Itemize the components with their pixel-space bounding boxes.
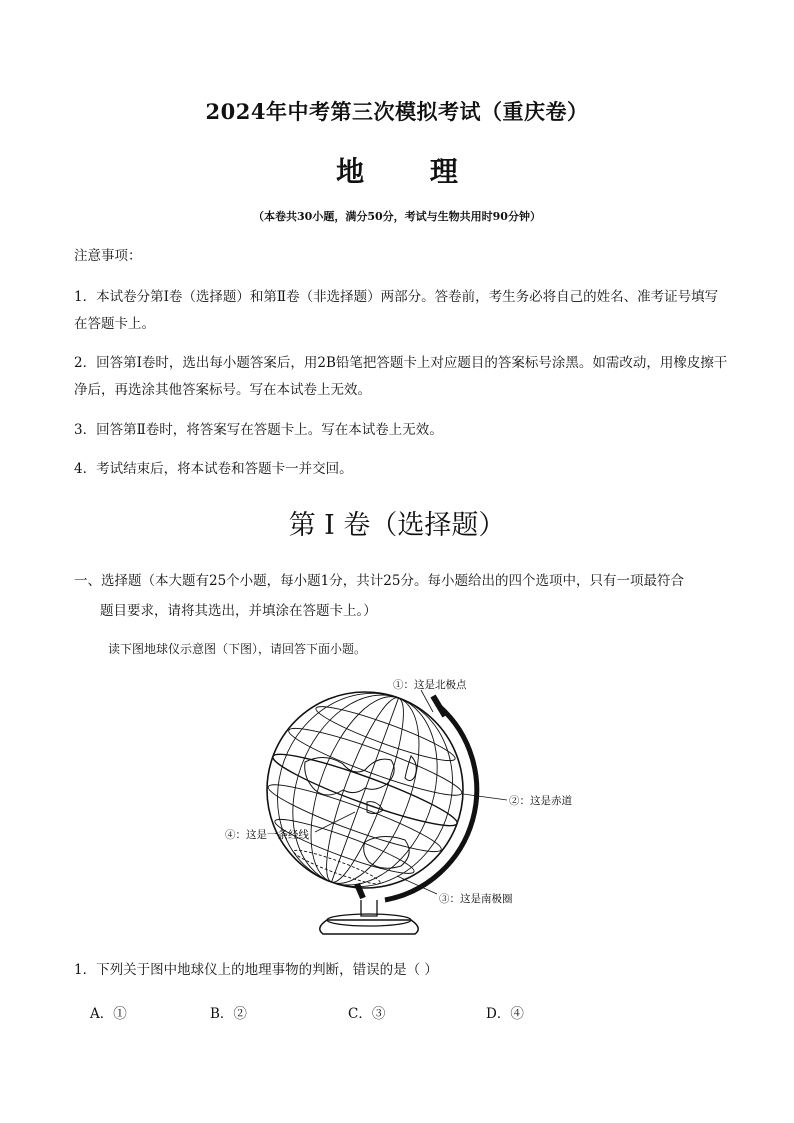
land-japan: [405, 756, 416, 781]
option-c: C．③: [348, 1006, 386, 1022]
subject-title: 地 理: [336, 155, 486, 188]
notice-item: 3．回答第Ⅱ卷时，将答案写在答题卡上。写在本试卷上无效。: [74, 422, 443, 438]
ring-tip-top: [433, 696, 445, 716]
section-intro: [74, 566, 734, 626]
option-a: A．①: [90, 1006, 127, 1022]
meridian-ring: [385, 706, 477, 900]
leader-north-pole: [421, 690, 433, 712]
notice-heading: 注意事项：: [74, 248, 142, 264]
label-antarctic-circle: ③：这是南极圈: [439, 893, 513, 905]
leader-equator: [463, 794, 507, 800]
notice-item: 4．考试结束后，将本试卷和答题卡一并交回。: [74, 461, 353, 477]
option-b: B．②: [210, 1006, 247, 1022]
globe-base: [320, 920, 418, 934]
label-north-pole: ①：这是北极点: [393, 679, 467, 691]
read-prompt: 读下图地球仪示意图（下图），请回答下面小题。: [108, 642, 367, 656]
exam-title: 2024年中考第三次模拟考试（重庆卷）: [205, 99, 589, 124]
globe-meridians: [251, 672, 480, 912]
notice-item: 1．本试卷分第Ⅰ卷（选择题）和第Ⅱ卷（非选择题）两部分。答卷前，考生务必将自己的姓名、准考证号填写在答题卡上。: [74, 289, 719, 332]
exam-note: （本卷共30小题，满分50分，考试与生物共用时90分钟）: [253, 210, 541, 223]
notice-item: 2．回答第Ⅰ卷时，选出每小题答案后，用2B铅笔把答题卡上对应题目的答案标号涂黑。如需改动，用橡皮擦干净后，再选涂其他答案标号。写在本试卷上无效。: [74, 355, 728, 398]
label-meridian: ④：这是一条经线: [225, 829, 309, 841]
section-title: 第 I 卷（选择题）: [288, 510, 506, 541]
section-intro-line1: 一、选择题（本大题有25个小题，每小题1分，共计25分。每小题给出的四个选项中，只有一项最符合: [74, 573, 684, 589]
option-d: D．④: [486, 1006, 524, 1022]
section-intro-line2: 题目要求，请将其选出，并填涂在答题卡上。）: [100, 603, 377, 619]
question-1-stem: 1．下列关于图中地球仪上的地理事物的判断，错误的是（ ）: [74, 962, 438, 978]
label-equator: ②：这是赤道: [509, 795, 572, 807]
globe-figure: [215, 672, 595, 942]
